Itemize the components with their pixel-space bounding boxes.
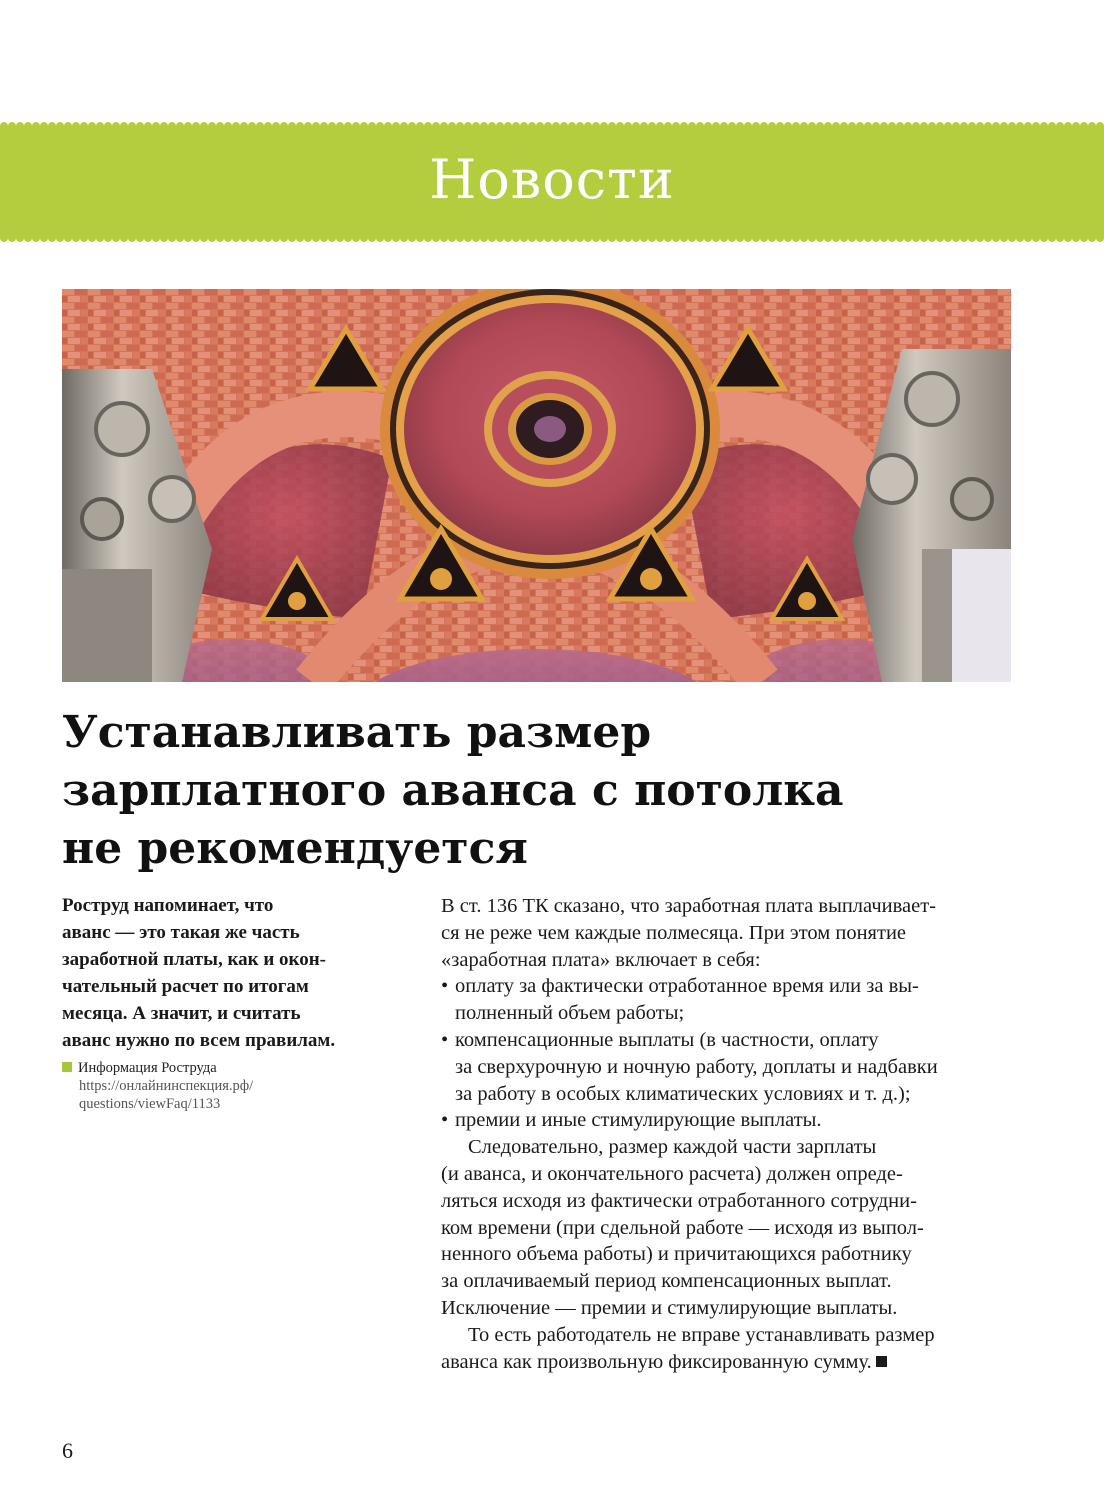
section-title: Новости	[429, 148, 675, 211]
lead-line: заработной платы, как и окон-	[62, 949, 326, 970]
lead-line: Роструд напоминает, что	[62, 895, 274, 916]
body-line: за оплачиваемый период компенсационных выплат.	[441, 1270, 892, 1293]
article-photo	[62, 289, 1011, 682]
bullet-dot-icon: •	[441, 1028, 449, 1051]
body-line: Следовательно, размер каждой части зарплаты	[468, 1136, 877, 1159]
headline-line: не рекомендуется	[62, 823, 528, 874]
article-headline	[62, 704, 1042, 878]
source-link[interactable]	[62, 1077, 402, 1113]
body-line: за работу в особых климатических условиях и т. д.);	[455, 1082, 911, 1105]
source-link-line: questions/viewFaq/1133	[79, 1096, 221, 1112]
body-last-line	[441, 1349, 1021, 1376]
lead-line: чательный расчет по итогам	[62, 976, 309, 997]
source-link-line: https://онлайнинспекция.рф/	[79, 1078, 254, 1094]
lead-line: месяца. А значит, и считать	[62, 1003, 301, 1024]
body-text: аванса как произвольную фиксированную сумму.	[441, 1350, 872, 1373]
source-marker-icon	[62, 1062, 72, 1072]
bullet-text: оплату за фактически отработанное время или за вы-	[455, 975, 919, 998]
bullet-text: премии и иные стимулирующие выплаты.	[455, 1109, 822, 1132]
body-line: за сверхурочную и ночную работу, доплаты и надбавки	[455, 1055, 938, 1078]
lead-line: аванс нужно по всем правилам.	[62, 1030, 336, 1051]
page-number: 6	[62, 1438, 73, 1463]
body-line: «заработная плата» включает в себя:	[441, 948, 761, 971]
article-lead	[62, 892, 402, 1054]
bullet-item	[441, 1027, 1021, 1054]
article-body	[441, 893, 1021, 1375]
section-header-band	[0, 126, 1104, 238]
band-bottom-scallop	[0, 234, 1104, 242]
bullet-dot-icon: •	[441, 1109, 449, 1132]
body-line: То есть работодатель не вправе устанавливать размер	[468, 1323, 935, 1346]
headline-line: зарплатного аванса с потолка	[62, 765, 844, 816]
source-label: Информация Роструда	[78, 1060, 217, 1076]
body-line: В ст. 136 ТК сказано, что заработная плата выплачивает-	[441, 895, 936, 917]
body-line: ся не реже чем каждые полмесяца. При этом понятие	[441, 921, 907, 944]
band-top-scallop	[0, 122, 1104, 130]
bullet-item	[441, 1107, 1021, 1134]
headline-line: Устанавливать размер	[62, 707, 652, 758]
bullet-item	[441, 973, 1021, 1000]
source-reference	[62, 1059, 402, 1113]
bullet-text: компенсационные выплаты (в частности, оплату	[455, 1028, 879, 1051]
body-line: Исключение — премии и стимулирующие выплаты.	[441, 1296, 898, 1319]
lead-line: аванс — это такая же часть	[62, 922, 300, 943]
end-of-article-icon	[876, 1356, 887, 1367]
architectural-dome-photo-icon	[62, 289, 1011, 682]
body-line: (и аванса, и окончательного расчета) должен опреде-	[441, 1162, 903, 1185]
bullet-dot-icon: •	[441, 975, 449, 998]
body-line: полненный объем работы;	[455, 1002, 685, 1025]
body-line: ком времени (при сдельной работе — исходя из выпол-	[441, 1216, 924, 1239]
body-line: ляться исходя из фактически отработанного сотрудни-	[441, 1189, 917, 1212]
body-line: ненного объема работы) и причитающихся работнику	[441, 1243, 912, 1266]
